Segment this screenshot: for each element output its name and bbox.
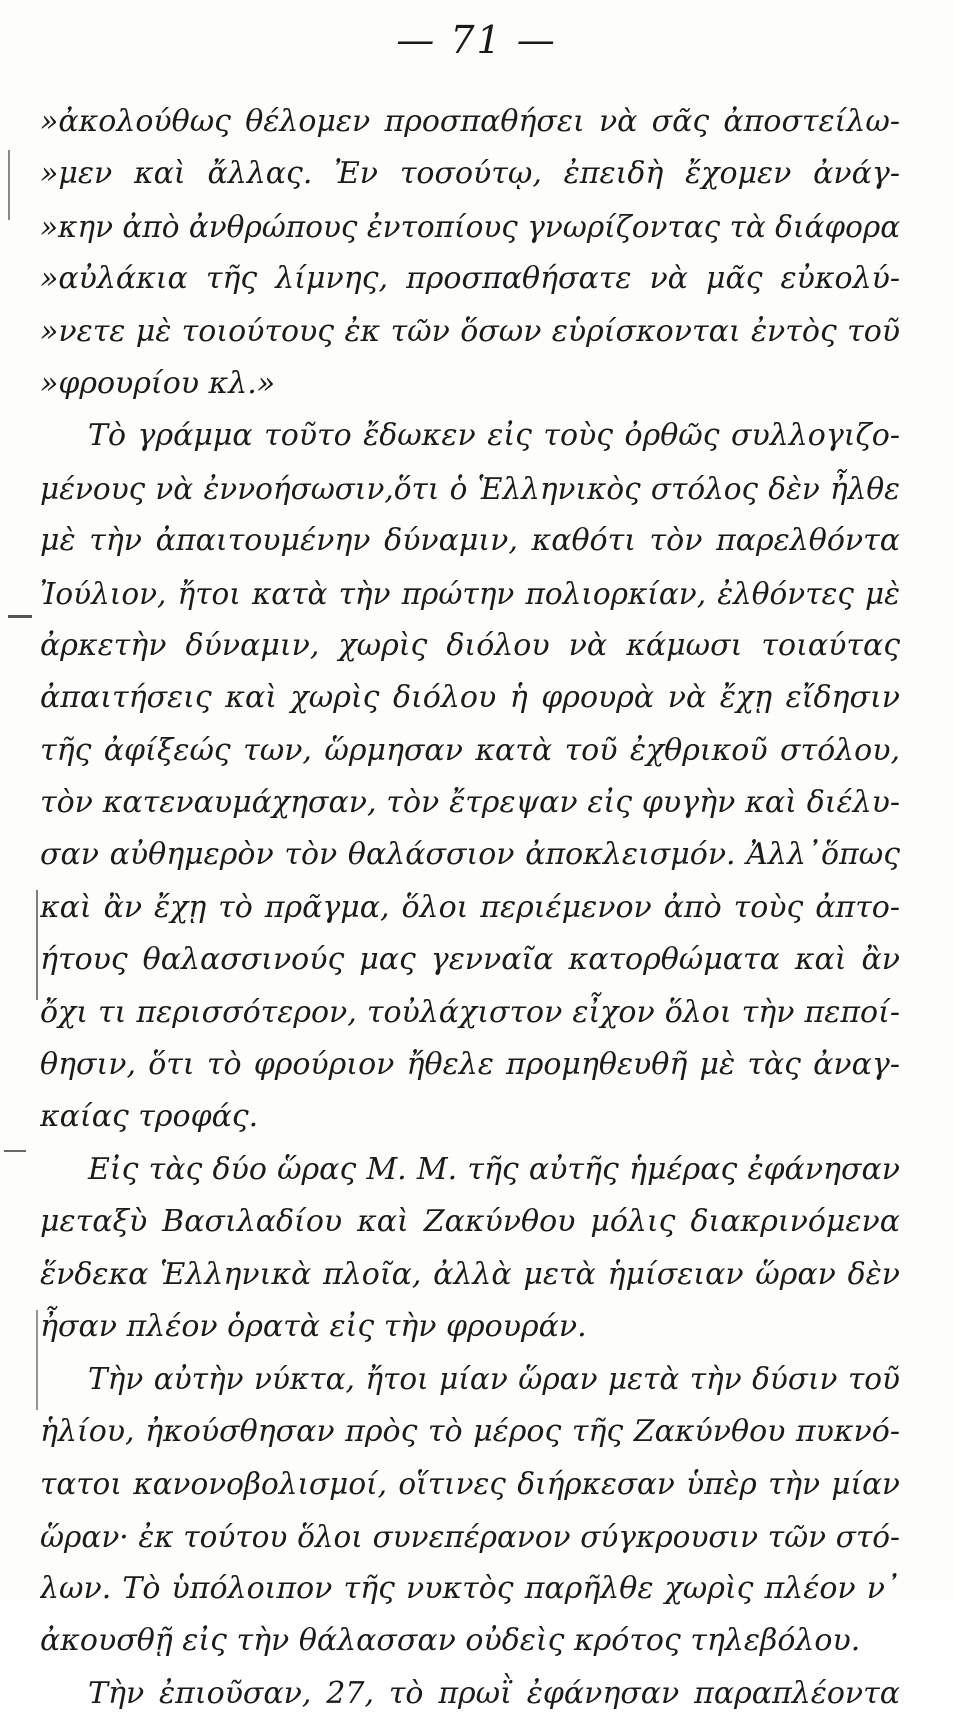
- text-line: »ἀκολούθως θέλομεν προσπαθήσει νὰ σᾶς ἀποστείλω-: [40, 104, 900, 139]
- paragraph-start-line: Τὴν αὐτὴν νύκτα, ἤτοι μίαν ὥραν μετὰ τὴν δύσιν τοῦ: [88, 1362, 900, 1397]
- text-line: ήτους θαλασσινούς μας γενναῖα κατορθώματα καὶ ἂν: [40, 942, 900, 978]
- text-line: καὶ ἂν ἔχῃ τὸ πρᾶγμα, ὅλοι περιέμενον ἀπὸ τοὺς ἀπτο-: [40, 889, 900, 925]
- text-line: σαν αὐθημερὸν τὸν θαλάσσιον ἀποκλεισμόν. Ἀλλ᾽ὅπως: [40, 837, 900, 873]
- margin-scan-mark: [8, 615, 32, 618]
- text-line: Ἰούλιον, ἤτοι κατὰ τὴν πρώτην πολιορκίαν, ἐλθόντες μὲ: [40, 576, 900, 611]
- text-line: ὥραν· ἐκ τούτου ὅλοι συνεπέρανον σύγκρουσιν τῶν στό-: [40, 1519, 900, 1554]
- text-line: »αὐλάκια τῆς λίμνης, προσπαθήσατε νὰ μᾶς εὐκολύ-: [40, 261, 900, 297]
- text-line: καίας τροφάς.: [40, 1099, 259, 1135]
- text-line: »φρουρίου κλ.»: [40, 365, 276, 401]
- margin-scan-mark: [4, 1150, 26, 1152]
- text-line: ἀκουσθῇ εἰς τὴν θάλασσαν οὐδεὶς κρότος τηλεβόλου.: [40, 1623, 861, 1659]
- text-line: »νετε μὲ τοιούτους ἐκ τῶν ὅσων εὑρίσκονται ἐντὸς τοῦ: [40, 313, 900, 349]
- text-line: θησιν, ὅτι τὸ φρούριον ἤθελε προμηθευθῆ μὲ τὰς ἀναγ-: [40, 1047, 900, 1083]
- page-number: — 71 —: [396, 18, 557, 62]
- paragraph-start-line: Τὸ γράμμα τοῦτο ἔδωκεν εἰς τοὺς ὀρθῶς συλλογιζο-: [88, 418, 900, 454]
- text-line: τῆς ἀφίξεώς των, ὥρμησαν κατὰ τοῦ ἐχθρικοῦ στόλου,: [40, 732, 900, 768]
- text-line: ἀρκετὴν δύναμιν, χωρὶς διόλου νὰ κάμωσι τοιαύτας: [40, 627, 900, 663]
- text-line: μὲ τὴν ἀπαιτουμένην δύναμιν, καθότι τὸν παρελθόντα: [40, 523, 900, 559]
- text-line: τατοι κανονοβολισμοί, οἵτινες διήρκεσαν ὑπὲρ τὴν μίαν: [40, 1467, 900, 1502]
- text-line: »κην ἀπὸ ἀνθρώπους ἐντοπίους γνωρίζοντας τὰ διάφορα: [40, 209, 900, 244]
- margin-scan-mark: [36, 1310, 38, 1410]
- text-line: ἡλίου, ἠκούσθησαν πρὸς τὸ μέρος τῆς Ζακύνθου πυκνό-: [40, 1413, 900, 1449]
- text-line: μένους νὰ ἐννοήσωσιν,ὅτι ὁ Ἑλληνικὸς στόλος δὲν ἦλθε: [40, 471, 900, 506]
- paragraph-start-line: Εἰς τὰς δύο ὥρας Μ. Μ. τῆς αὐτῆς ἡμέρας ἐφάνησαν: [88, 1151, 900, 1187]
- text-line: ἕνδεκα Ἑλληνικὰ πλοῖα, ἀλλὰ μετὰ ἡμίσειαν ὥραν δὲν: [40, 1256, 900, 1292]
- text-line: »μεν καὶ ἄλλας. Ἐν τοσούτῳ, ἐπειδὴ ἔχομεν ἀνάγ-: [40, 156, 900, 192]
- text-line: ἀπαιτήσεις καὶ χωρὶς διόλου ἡ φρουρὰ νὰ ἔχῃ εἴδησιν: [40, 680, 900, 716]
- paragraph-start-line: Τὴν ἐπιοῦσαν, 27, τὸ πρωῒ ἐφάνησαν παραπλέοντα: [88, 1675, 900, 1711]
- margin-scan-mark: [8, 150, 10, 220]
- text-line: λων. Τὸ ὑπόλοιπον τῆς νυκτὸς παρῆλθε χωρὶς πλέον ν᾽: [40, 1570, 900, 1606]
- text-line: τὸν κατεναυμάχησαν, τὸν ἔτρεψαν εἰς φυγὴν καὶ διέλυ-: [40, 785, 900, 821]
- text-line: μεταξὺ Βασιλαδίου καὶ Ζακύνθου μόλις διακρινόμενα: [40, 1204, 900, 1240]
- text-line: ὄχι τι περισσότερον, τοὐλάχιστον εἶχον ὅλοι τὴν πεποί-: [40, 994, 900, 1030]
- margin-scan-mark: [36, 890, 38, 1000]
- body-text: [40, 96, 900, 1720]
- text-line: ἦσαν πλέον ὁρατὰ εἰς τὴν φρουράν.: [40, 1308, 587, 1344]
